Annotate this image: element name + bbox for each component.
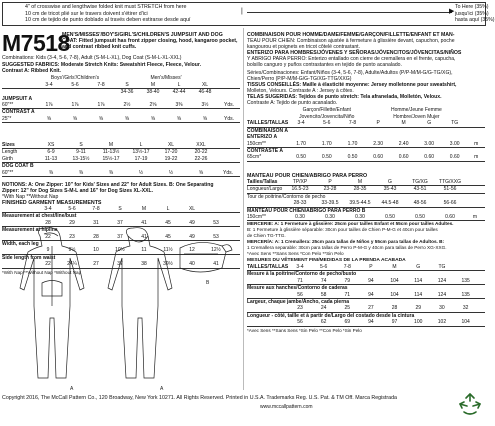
- size-cell: M: [96, 142, 126, 149]
- mesures-tailles-label: TAILLES/TALLAS: [247, 264, 289, 270]
- es-title-line-2: Y ABRIGO PARA PERRO: Enterizo entallado con cierre de cremallera en el frente, capucha,: [247, 56, 456, 62]
- size-cell: S: [108, 206, 132, 213]
- technical-drawings: [0, 228, 240, 393]
- size-cell: TG: [442, 120, 468, 127]
- to-here-es: hasta aquí (35%): [455, 17, 495, 23]
- yardage-cell: 3⅜: [166, 102, 192, 109]
- meter-cell: 0.30: [315, 214, 345, 221]
- measure-cell: 9½: [60, 247, 84, 254]
- measure-cell: 40: [180, 261, 204, 268]
- size-cell: L: [126, 142, 156, 149]
- meter-cell: 0.50: [340, 154, 366, 161]
- yardage-cell: 1⅞: [62, 102, 88, 109]
- m1-label: Mesure à la poitrine/Contorno de pecho/busto: [247, 271, 357, 278]
- size-cell: TP/XP: [285, 179, 315, 186]
- measure-cell: 27: [84, 261, 108, 268]
- adult-group-head: Men's/Misses': [150, 75, 182, 82]
- measure-cell: 12: [180, 247, 204, 254]
- size-cell: P: [359, 264, 383, 271]
- size-cell: L: [156, 206, 180, 213]
- measure-cell: 28: [84, 234, 108, 241]
- size-cell: G: [416, 120, 442, 127]
- fr-title-line-2: TEAU POUR CHIEN: Combinaison ajustée à fermeture à glissière devant, capuchon, poche: [247, 38, 455, 44]
- cm-cell: 23: [288, 305, 312, 312]
- cm-cell: 79: [335, 278, 359, 285]
- meter-cell: 0.50: [314, 154, 340, 161]
- size-cell: TTG/XXG: [435, 179, 465, 186]
- unit-cell: Yds.: [216, 170, 240, 177]
- measure-cell: 31: [84, 220, 108, 227]
- yardage-cell: ⅝: [140, 116, 166, 123]
- unit-cell: m: [465, 214, 485, 221]
- measure-cell: 45: [156, 234, 180, 241]
- cm-cell: 56: [288, 292, 312, 299]
- size-cell: 5-6: [62, 82, 88, 89]
- yardage-cell: ½: [156, 170, 186, 177]
- yardage-cell: ⅝: [186, 170, 216, 177]
- chest-cell: 46-48: [198, 89, 212, 95]
- hip-measure-label: Measurement at hipline: [2, 227, 58, 234]
- cm-cell: 104: [383, 278, 407, 285]
- es-title-line-3: bolsillo canguro y puños contrastantes en tejido de punto acanalado.: [247, 62, 402, 68]
- size-cell: P: [365, 120, 391, 127]
- meter-cell: 0.60: [391, 154, 417, 161]
- dog-tailles-label: Tailles/Tallas: [247, 179, 285, 186]
- yardage-cell: 1⅞: [88, 102, 114, 109]
- mercerie-line-1: MERCERIE: A: 1 Fermeture à glissière: 25cm pour tailles Enfant et 55cm pour tailles Adultes.: [247, 221, 454, 226]
- cm-cell: 104: [383, 292, 407, 299]
- size-cell: 3-4: [36, 206, 60, 213]
- measure-cell: 22: [36, 261, 60, 268]
- stretch-arrow-tail: |: [241, 8, 243, 15]
- cm-cell: 58: [312, 292, 336, 299]
- cm-cell: 56: [288, 319, 312, 326]
- length-cell: 51-56: [435, 186, 465, 193]
- girth-cell: 11-13: [36, 156, 66, 163]
- girth-cell: 56-66: [435, 200, 465, 207]
- length-cell: 17-20: [164, 149, 178, 156]
- girth-cell: 22-26: [186, 156, 216, 163]
- contrast-a-label: CONTRAST A: [2, 109, 35, 116]
- jumpsuit-yardage-table: [2, 75, 240, 123]
- measure-cell: 49: [180, 234, 204, 241]
- measure-cell: 24¼: [60, 261, 84, 268]
- size-cell: M: [132, 206, 156, 213]
- size-cell: M: [345, 179, 375, 186]
- girth-cell: 44.5-48: [375, 200, 405, 207]
- to-here-en: To Here (35%): [455, 4, 489, 10]
- title-line-1: MEN'S/MISSES'/BOY'S/GIRL'S/CHILDREN'S JUMPSUIT AND DOG: [62, 32, 223, 38]
- yardage-cell: ⅝: [192, 116, 218, 123]
- mercerie-line-3: de Chien TG-TTG.: [247, 233, 286, 238]
- stretch-arrow-line: [247, 12, 452, 13]
- measure-cell: 39½: [156, 261, 180, 268]
- size-cell: XL: [156, 142, 186, 149]
- meter-cell: 0.30: [285, 214, 315, 221]
- measure-cell: 22: [36, 234, 60, 241]
- meter-cell: 0.50: [375, 214, 405, 221]
- cm-cell: 100: [406, 319, 430, 326]
- measure-cell: 41: [204, 261, 228, 268]
- measure-cell: 41: [132, 220, 156, 227]
- adult-group-head-es: Hombre/Joven Mujer: [393, 113, 440, 120]
- cm-cell: 69: [335, 319, 359, 326]
- copyright-line: Copyright 2016, The McCall Pattern Co., 120 Broadway, New York 10271. All Rights Reserved. Printed in U.S.A. Trademarks Reg. U.S. Pat. & TM Off. Marca Registrada: [2, 395, 397, 401]
- chest-cell: [88, 89, 114, 96]
- fabric-width: 60"**: [2, 170, 36, 177]
- yardage-cell: ⅜: [66, 170, 96, 177]
- unit-cell: Yds.: [218, 116, 240, 123]
- mercerie-nap: *Avec Sens **Sans Sens *Con Pelo **Sin Pelo: [247, 251, 344, 256]
- cm-cell: 104: [454, 319, 478, 326]
- measure-cell: 23: [60, 234, 84, 241]
- length-cell: 43-51: [405, 186, 435, 193]
- length-cell: 28-35: [345, 186, 375, 193]
- kids-group-head-es: Jovencito/Jovencita/Niño: [299, 113, 355, 120]
- yardage-cell: ⅜: [96, 170, 126, 177]
- notions-nap: *With Nap **Without Nap: [2, 194, 59, 200]
- cm-cell: 27: [359, 305, 383, 312]
- size-cell: 7-8: [88, 82, 114, 89]
- cm-cell: 28: [383, 305, 407, 312]
- measure-cell: 29: [60, 220, 84, 227]
- cm-cell: 94: [359, 278, 383, 285]
- measure-cell: 11½: [156, 247, 180, 254]
- yardage-cell: ½: [126, 170, 156, 177]
- meter-cell: 3.00: [442, 141, 468, 148]
- cm-cell: 124: [430, 292, 454, 299]
- unit-cell: m: [467, 141, 485, 148]
- tissus-line-2: Molleton, Velours. Contraste A : Jersey à côtes.: [247, 88, 354, 94]
- yardage-cell: ⅝: [36, 116, 62, 123]
- stretch-line-en: 4" of crosswise and lengthwise folded knit must STRETCH from here: [25, 4, 187, 10]
- meter-cell: 0.50: [288, 154, 314, 161]
- stretch-line-fr: 10 cm de tricot plié sur le travers doivent s'étirer d'ici: [25, 10, 148, 17]
- girth-cell: 33-39.5: [315, 200, 345, 207]
- size-cell: 5-6: [314, 120, 340, 127]
- fabric-width: 150cm**: [247, 214, 285, 221]
- size-cell: 3-4: [288, 120, 314, 127]
- dog-coat-table: [2, 142, 240, 177]
- nap-note-fr: *Avec Sens **Sans Sens *Sin Pelo **Con Pelo *Sin Pelo: [247, 328, 362, 333]
- cm-cell: 94: [359, 292, 383, 299]
- girth-cell: 19-22: [156, 156, 186, 163]
- measure-cell: 11: [132, 247, 156, 254]
- merceria-line-1: MERCERÍA: A: 1 Cremallera: 25cm para tallas de Niños y 55cm para tallas de Adultos. B:: [247, 239, 445, 244]
- size-cell: M: [140, 82, 166, 89]
- stretch-line-es: 10 cm de tejido de punto doblado al través deben estirarse desde aquí: [25, 17, 191, 23]
- size-cell: 7-8: [340, 120, 366, 127]
- size-cell: M: [383, 264, 407, 271]
- meter-cell: 3.00: [416, 141, 442, 148]
- title-line-2: COAT: Fitted jumpsuit has front zipper closing, hood, kangaroo pocket,: [62, 38, 238, 44]
- girth-cell: 48-56: [405, 200, 435, 207]
- notions-line-1: NOTIONS: A: One Zipper: 10" for Kids' Sizes and 22" for Adult Sizes. B: One Separating: [2, 182, 214, 188]
- size-cell: TG/XG: [405, 179, 435, 186]
- series-text-2: Chien/Perro (P/P-M/M-G/G-TG/XG-TTG/XXG): [247, 76, 352, 82]
- view-a-label: A: [70, 386, 74, 392]
- side-length-label: Side length from waist: [2, 254, 56, 261]
- tailles-label: TAILLES/TALLAS: [247, 120, 289, 127]
- size-cell: XS: [36, 142, 66, 149]
- manteau-heading: MANTEAU POUR CHIEN/ABRIGO PARA PERRO: [247, 173, 368, 179]
- cm-cell: 32: [454, 305, 478, 312]
- fabric-width: 65cm*: [247, 154, 288, 161]
- merceria-line-2: 1 Cremallera separable: 30cm para tallas de Perro P-M-G y 40cm para tallas de Perro XG-XXG.: [247, 245, 447, 250]
- girth-cell: 13-15½: [66, 156, 96, 163]
- size-cell: L: [166, 82, 192, 89]
- size-cell: XL: [180, 206, 204, 213]
- yardage-cell: ⅜: [36, 170, 66, 177]
- length-cell: 13½-17: [132, 149, 150, 156]
- m3-label: Largeur, chaque jambe/Ancho, cada pierna: [247, 299, 349, 306]
- size-cell: G: [375, 179, 405, 186]
- cm-cell: 102: [430, 319, 454, 326]
- column-divider: [243, 28, 244, 390]
- tissus-line-1: TISSUS CONSEILLÉS: Maille à élasticité moyenne: Jersey molletonne pour sweatshirt,: [247, 82, 457, 88]
- meter-cell: 1.70: [288, 141, 314, 148]
- measure-cell: 41: [132, 234, 156, 241]
- chest-cell: [36, 89, 62, 96]
- cm-cell: 74: [312, 278, 336, 285]
- pattern-number: M7518: [2, 30, 70, 56]
- chest-measure-label: Measurement at chest/line/bust: [2, 213, 77, 220]
- meter-cell: 2.40: [391, 141, 417, 148]
- chest-cell: 34-36: [120, 89, 134, 95]
- measure-cell: 28: [36, 220, 60, 227]
- size-cell: 7-8: [84, 206, 108, 213]
- kids-group-head-fr: Garçon/Fillette/Enfant: [302, 107, 351, 114]
- length-cell: 9-11: [76, 149, 86, 156]
- dog-coat-drawing: [180, 242, 232, 272]
- cm-cell: 62: [312, 319, 336, 326]
- measure-cell: 10½: [108, 247, 132, 254]
- size-cell: 3-4: [36, 82, 62, 89]
- size-cell: 5-6: [60, 206, 84, 213]
- measure-cell: 53: [204, 234, 228, 241]
- telas-line-2: Contraste A: Tejido de punto acanalado.: [247, 100, 338, 106]
- cm-cell: 24: [312, 305, 336, 312]
- m2-label: Mesure aux hanches/Contorno de caderas: [247, 285, 348, 292]
- length-cell: 16.5-23: [285, 186, 315, 193]
- mercerie-line-2: B: 1 Fermeture à glissière séparable: 30cm pour tailles de Chien P-M-G et 40cm pour tailles: [247, 227, 438, 232]
- cm-cell: 135: [454, 292, 478, 299]
- cm-cell: 29: [406, 305, 430, 312]
- combinaison-table: [247, 107, 485, 162]
- meter-cell: 0.50: [405, 214, 435, 221]
- manteau-b-label: MANTEAU POUR CHIEN/ABRIGO PARA PERRO B: [247, 207, 366, 214]
- yardage-cell: 2½: [114, 102, 140, 109]
- yardage-cell: ⅝: [114, 116, 140, 123]
- es-title-line-1: ENTERIZO PARA HOMBRES/JÓVENES Y SEÑORAS/JÓVENCITOS/JÓVENCITAS/NIÑOS: [247, 50, 462, 56]
- view-b-label: B: [206, 280, 210, 286]
- length-cell: 20-22: [194, 149, 208, 156]
- manteau-table: [247, 179, 485, 221]
- yardage-cell: ⅝: [166, 116, 192, 123]
- measure-cell: 10: [84, 247, 108, 254]
- measure-cell: 37: [108, 261, 132, 268]
- kids-group-head: Boys'/Girls'/Children's: [50, 75, 100, 82]
- dog-coat-b-label: DOG COAT B: [2, 163, 34, 170]
- nap-note-en: *With Nap **Without Nap *Without Nap: [2, 270, 82, 275]
- dog-girth-label: Girth: [2, 156, 36, 163]
- size-cell: S: [66, 142, 96, 149]
- size-cell: S: [114, 82, 140, 89]
- measure-cell: 12½: [204, 247, 228, 254]
- meter-cell: 2.30: [365, 141, 391, 148]
- telas-line-1: TELAS SUGERIDAS: Tejidos de punto stretch: Tela afranelada, Molletón, Veloux.: [247, 94, 442, 100]
- combinations-text: Combinations: Kids (3-4, 5-6, 7-8), Adult (S-M-L-XL), Dog Coat (S-M-L-XL-XXL): [2, 55, 182, 61]
- chest-cell: 42-44: [172, 89, 186, 95]
- m4-label: Longueur - côté, taille et à partir de/Largo del costado desde la cintura: [247, 312, 415, 319]
- girth-cell: 28-33: [285, 200, 315, 207]
- measure-cell: 37: [108, 234, 132, 241]
- meter-cell: 0.60: [416, 154, 442, 161]
- fr-title-line-3: kangourou et poignets en tricot côtelé contrastant.: [247, 44, 360, 50]
- measure-cell: 53: [204, 220, 228, 227]
- size-cell: G: [406, 264, 430, 271]
- size-cell: 3-4: [288, 264, 312, 271]
- jumpsuit-a-label: JUMPSUIT A: [2, 95, 33, 102]
- measure-cell: 38: [132, 261, 156, 268]
- dog-longueur-label: Longueur/Largo: [247, 186, 285, 193]
- meter-cell: 0.30: [345, 214, 375, 221]
- fr-title-line-1: COMBINAISON POUR HOMME/DAME/FEMME/GARÇON/FILLETTE/ENFANT ET MAN-: [247, 32, 455, 38]
- suggested-fabrics: SUGGESTED FABRICS: Moderate Stretch Knits: Sweatshirt Fleece, Fleece, Velour.: [2, 62, 201, 68]
- series-text: Séries/Combinaciones: Enfant/Niños (3-4, 5-6, 7-8), Adulte/Adultos (P/P-M/M-G/G-TG/XG),: [247, 70, 453, 76]
- cm-cell: 71: [288, 278, 312, 285]
- unit-cell: Yds.: [218, 102, 240, 109]
- meter-cell: 0.60: [442, 154, 468, 161]
- size-cell: TG: [430, 264, 454, 271]
- stretch-gauge: [2, 2, 495, 26]
- girth-cell: 15½-17: [96, 156, 126, 163]
- dog-length-label: Length: [2, 149, 18, 156]
- size-cell: 7-8: [335, 264, 359, 271]
- length-cell: 35-43: [375, 186, 405, 193]
- view-a-back-label: A: [160, 386, 164, 392]
- meter-cell: 1.70: [340, 141, 366, 148]
- to-here-fr: jusqu'ici (35%): [455, 10, 489, 17]
- measure-cell: 9: [36, 247, 60, 254]
- mesures-heading: MESURES DU VÊTEMENT FINI/MEDIDAS DE LA PRENDA ACABADA: [247, 258, 406, 263]
- dog-tour-label: Tour de poitrine/Contorno de pecho: [247, 193, 326, 200]
- yardage-cell: ⅝: [88, 116, 114, 123]
- girth-cell: 17-19: [126, 156, 156, 163]
- cm-cell: 135: [454, 278, 478, 285]
- chest-cell: 38-40: [146, 89, 160, 95]
- cm-cell: 71: [335, 292, 359, 299]
- comb-a-label: COMBINAISON A: [247, 127, 288, 134]
- length-cell: 6-9: [47, 149, 55, 156]
- meter-cell: 0.60: [435, 214, 465, 221]
- recycle-icon: [458, 392, 482, 416]
- dog-sizes-label: Sizes: [2, 142, 36, 149]
- arrow-right-icon: ▶: [449, 8, 455, 15]
- website-url[interactable]: www.mccallpattern.com: [260, 404, 313, 410]
- mesures-table: [247, 264, 485, 327]
- cm-cell: 97: [383, 319, 407, 326]
- title-line-3: and contrast ribbed knit cuffs.: [62, 44, 137, 50]
- finished-measurements-heading: FINISHED GARMENT MEASUREMENTS: [2, 200, 102, 206]
- measure-cell: 49: [180, 220, 204, 227]
- adult-group-head-fr: Homme/Jeune Femme: [390, 107, 442, 114]
- yardage-cell: 3½: [192, 102, 218, 109]
- length-cell: 11-13½: [102, 149, 120, 156]
- cm-cell: 114: [406, 292, 430, 299]
- yardage-cell: 2⅝: [140, 102, 166, 109]
- size-cell: XL: [192, 82, 218, 89]
- jumpsuit-back-drawing: [108, 228, 172, 378]
- size-cell: XXL: [186, 142, 216, 149]
- jumpsuit-front-drawing: [20, 228, 84, 378]
- comb-a-sub: ENTERIZO A: [247, 134, 278, 141]
- cm-cell: 25: [335, 305, 359, 312]
- contrast-a-fabric: Contrast A: Ribbed Knit.: [2, 68, 61, 74]
- size-cell: P: [315, 179, 345, 186]
- cm-cell: 94: [359, 319, 383, 326]
- size-cell: 5-6: [312, 264, 336, 271]
- contraste-label: CONTRASTE A: [247, 148, 283, 154]
- cm-cell: 30: [430, 305, 454, 312]
- girth-cell: 39.5-44.5: [345, 200, 375, 207]
- meter-cell: 0.60: [365, 154, 391, 161]
- measure-cell: 45: [156, 220, 180, 227]
- fabric-width: 150cm**: [247, 141, 288, 148]
- chest-cell: [62, 89, 88, 96]
- meter-cell: 1.70: [314, 141, 340, 148]
- fabric-width: 25"*: [2, 116, 36, 123]
- yardage-cell: ⅝: [62, 116, 88, 123]
- cm-cell: 124: [430, 278, 454, 285]
- measure-cell: 37: [108, 220, 132, 227]
- leg-width-label: Width, each leg: [2, 241, 39, 248]
- size-cell: M: [391, 120, 417, 127]
- unit-cell: m: [467, 154, 485, 161]
- fabric-width: 60"**: [2, 102, 36, 109]
- notions-line-2: Zipper: 12" for Dog Sizes S-M-L and 16" for Dog Sizes XL-XXL.: [2, 188, 154, 194]
- yardage-cell: 1⅞: [36, 102, 62, 109]
- cm-cell: 114: [406, 278, 430, 285]
- length-cell: 23-28: [315, 186, 345, 193]
